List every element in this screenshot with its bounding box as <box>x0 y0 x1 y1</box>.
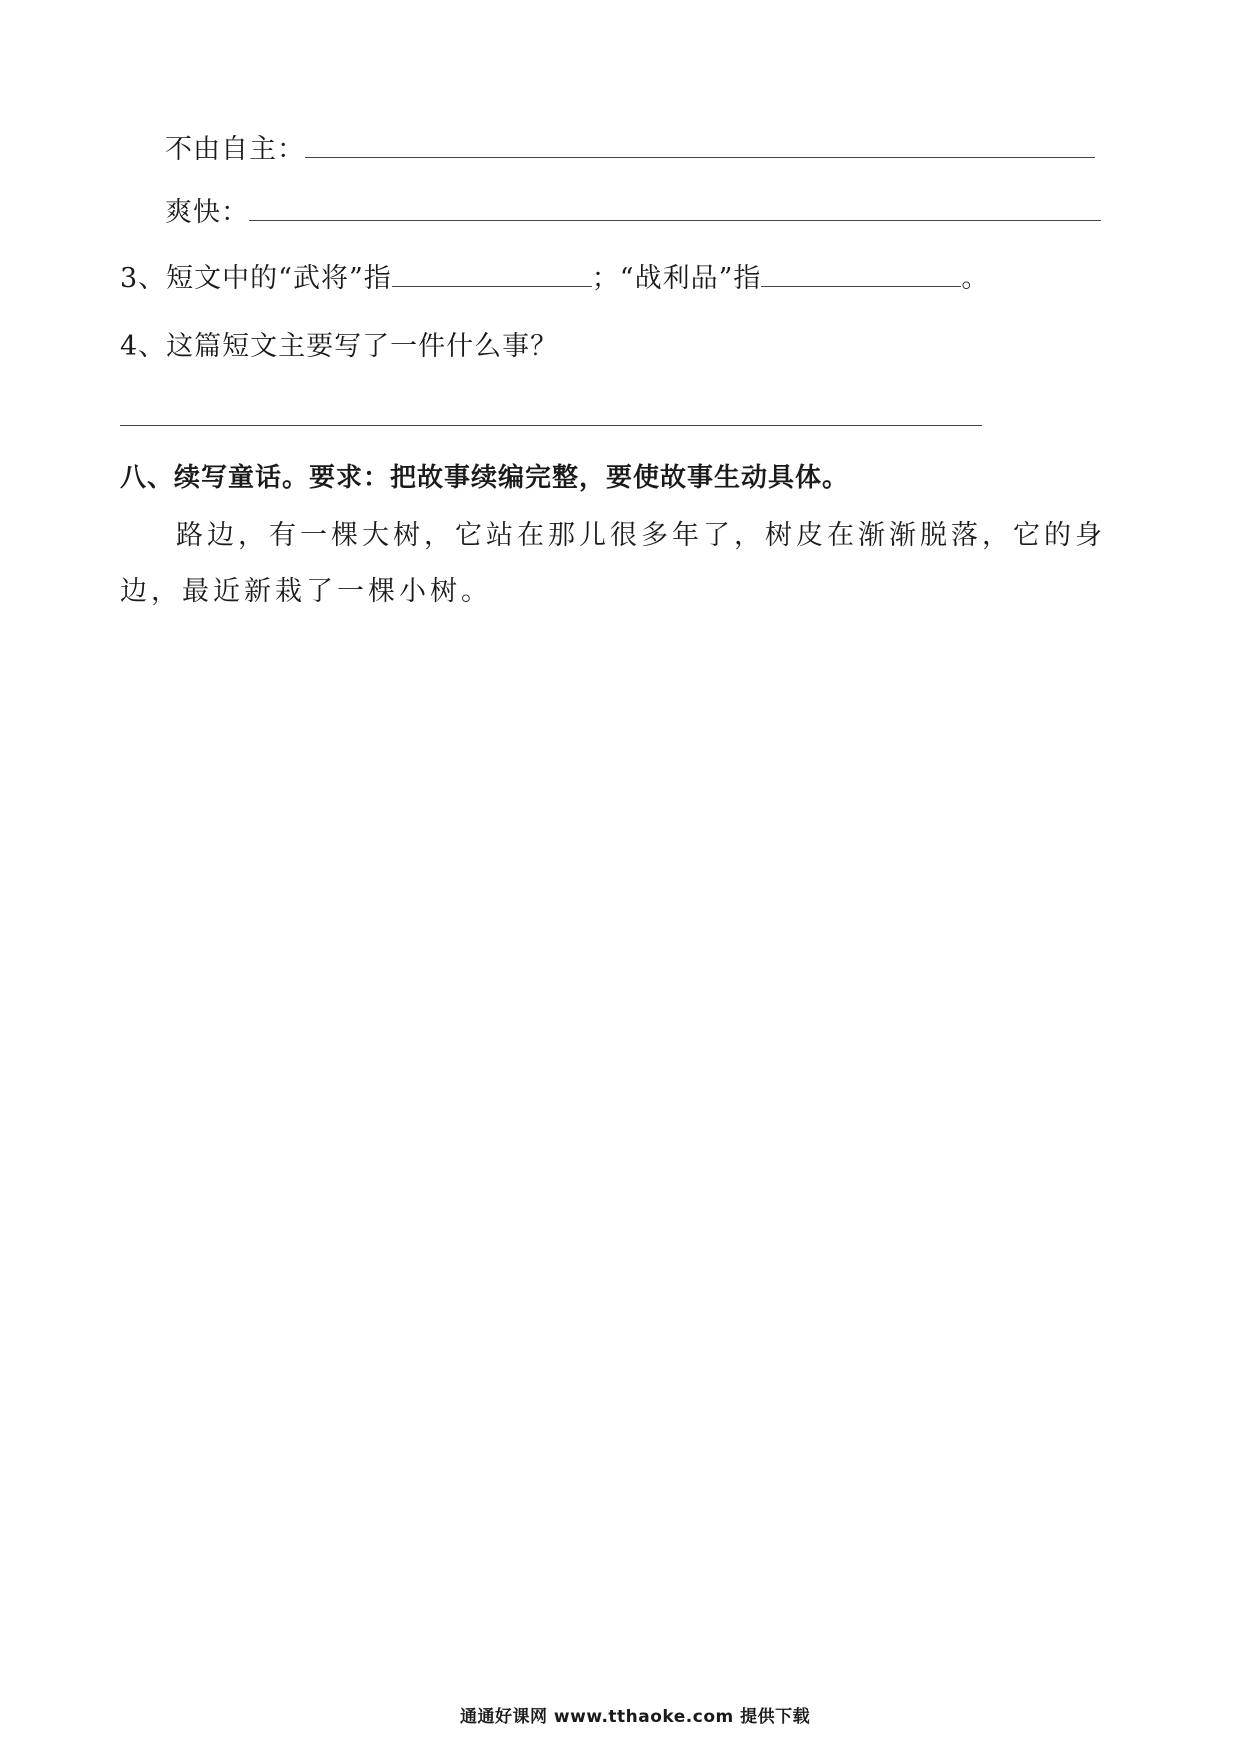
answer-blank[interactable] <box>305 133 1095 158</box>
section-8-paragraph <box>120 508 1115 620</box>
paragraph-text: 路边，有一棵大树，它站在那儿很多年了，树皮在渐渐脱落，它的身边，最近新栽了一棵小树。 <box>120 520 1106 607</box>
term-label: 爽快： <box>165 197 249 228</box>
question-3-prefix: 3、短文中的“武将”指 <box>120 263 392 294</box>
footer-credit: 通通好课网 www.tthaoke.com 提供下载 <box>460 1707 811 1727</box>
answer-blank-wujiang[interactable] <box>392 262 592 287</box>
question-3-suffix: 。 <box>961 263 990 294</box>
question-4-text: 4、这篇短文主要写了一件什么事？ <box>120 331 559 362</box>
question-3 <box>120 262 989 296</box>
section-8-heading: 八、续写童话。要求：把故事续编完整，要使故事生动具体。 <box>120 463 850 493</box>
answer-blank[interactable] <box>249 196 1101 221</box>
question-4 <box>120 330 558 364</box>
q2-item-buyouzizhu <box>165 133 1095 167</box>
term-label: 不由自主： <box>165 134 305 165</box>
answer-blank-zhanlipin[interactable] <box>761 262 961 287</box>
answer-line-q4[interactable] <box>120 425 982 426</box>
question-3-middle: ；“战利品”指 <box>591 263 762 294</box>
q2-item-shuangkuai <box>165 196 1101 230</box>
